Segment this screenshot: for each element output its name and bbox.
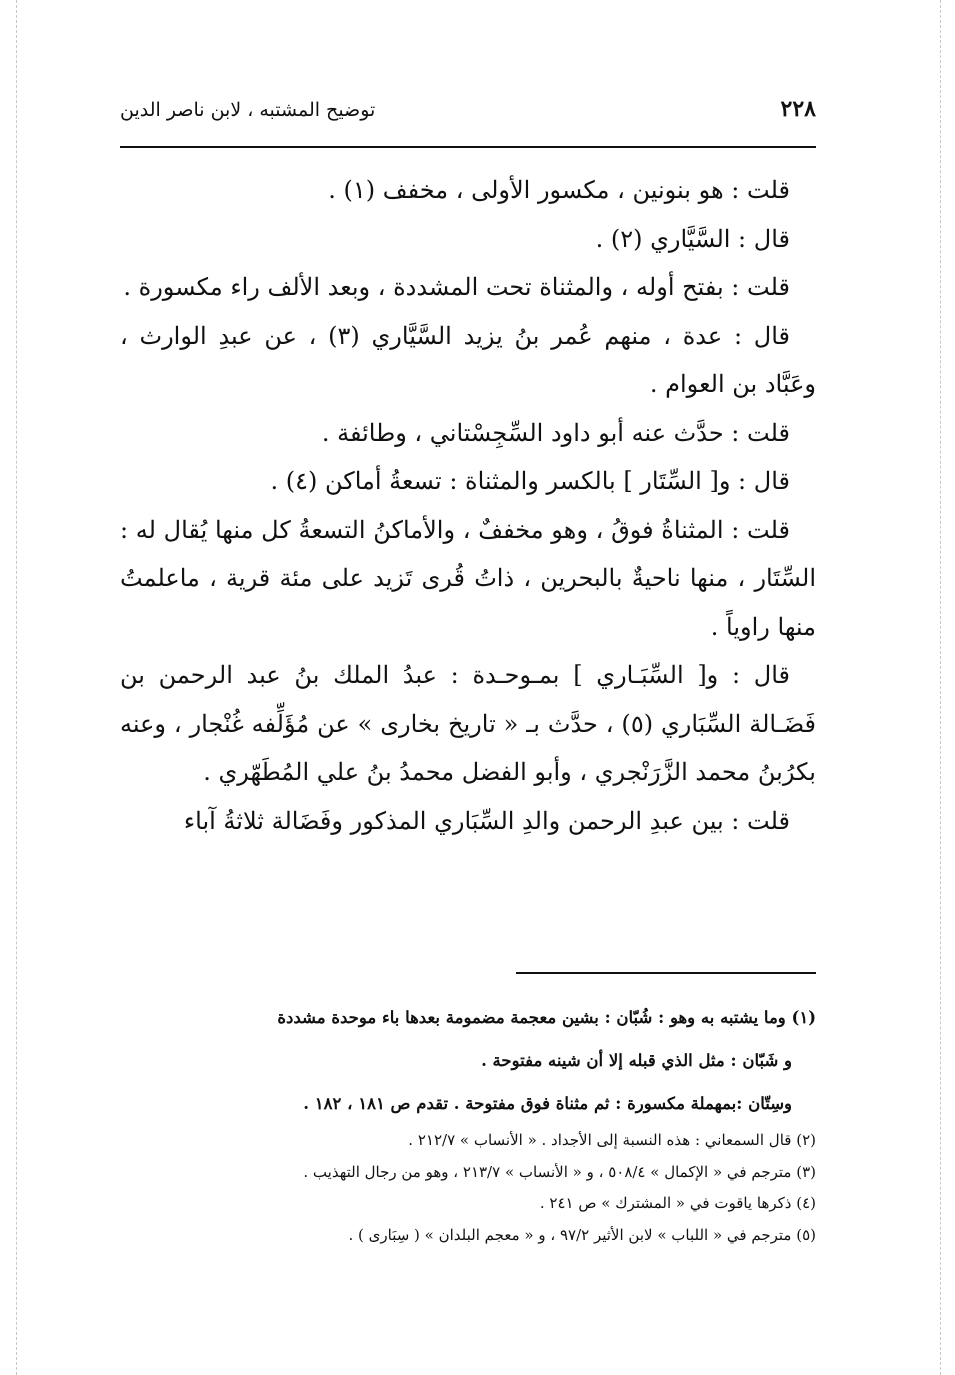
footnote-1-continuation: و شَبّان : مثل الذي قبله إلا أن شينه مفتوحة . (481, 1051, 792, 1070)
scan-edge-right (940, 0, 941, 1375)
paragraph: قلت : بفتح أوله ، والمثناة تحت المشددة ، وبعد الألف راء مكسورة . (123, 273, 790, 301)
paragraph: قلت : بين عبدِ الرحمن والدِ السِّبَاري المذكور وفَضَالة ثلاثةُ آباء (183, 806, 790, 835)
paragraph: قال : و[ السِّتَار ] بالكسر والمثناة : تسعةُ أماكن (٤) . (270, 467, 790, 495)
footnotes (120, 996, 816, 1251)
footnote-5: (٥) مترجم في « اللباب » لابن الأثير ٩٧/٢ ، و « معجم البلدان » ( سِبَارى ) . (348, 1225, 816, 1244)
footnote-1-continuation: وسِتّان :بمهملة مكسورة : ثم مثناة فوق مفتوحة . تقدم ص ١٨١ ، ١٨٢ . (303, 1094, 792, 1113)
footnote-1: (١) وما يشتبه به وهو : شُبّان : بشين معجمة مضمومة بعدها باء موحدة مشددة (277, 1008, 816, 1027)
header-rule (120, 146, 816, 148)
page-number: ٢٢٨ (780, 96, 816, 122)
footnote-2: (٢) قال السمعاني : هذه النسبة إلى الأجداد . « الأنساب » ٢١٢/٧ . (408, 1131, 816, 1149)
paragraph: قلت : هو بنونين ، مكسور الأولى ، مخفف (١) . (328, 176, 790, 204)
running-title: توضيح المشتبه ، لابن ناصر الدين (120, 99, 376, 121)
footnote-4: (٤) ذكرها ياقوت في « المشترك » ص ٢٤١ . (539, 1194, 816, 1212)
scan-edge-left (16, 0, 17, 1375)
paragraph: قال : السَّيَّاري (٢) . (595, 224, 790, 253)
page-header (120, 96, 816, 136)
paragraph: قلت : المثناةُ فوقُ ، وهو مخففٌ ، والأماكنُ التسعةُ كل منها يُقال له : السِّتَار ، منها ناحيةٌ بالبحرين ، ذاتُ قُرى تَزيد على مئة قرية ، ماعلمتُ منها راوياً . (120, 515, 816, 641)
paragraph: قال : و[ السِّبَـاري ] بمـوحـدة : عبدُ الملك بنُ عبد الرحمن بن فَضَـالة السِّبَاري (٥) ، حدَّث بـ « تاريخ بخارى » عن مُؤَلِّفه غُنْجار ، وعنه بكرُبنُ محمد الزَّرَنْجري ، وأبو الفضل محمدُ بنُ علي المُطَهّري . (120, 661, 817, 786)
main-text (120, 166, 816, 845)
paragraph: قلت : حدَّث عنه أبو داود السِّجِسْتاني ، وطائفة . (321, 418, 790, 447)
footnote-3: (٣) مترجم في « الإكمال » ٥٠٨/٤ ، و « الأنساب » ٢١٣/٧ ، وهو من رجال التهذيب . (303, 1162, 816, 1181)
paragraph: قال : عدة ، منهم عُمر بنُ يزيد السَّيَّاري (٣) ، عن عبدِ الوارث ، وعَبَّاد بن العوام . (120, 321, 816, 398)
footnote-separator (516, 972, 816, 974)
